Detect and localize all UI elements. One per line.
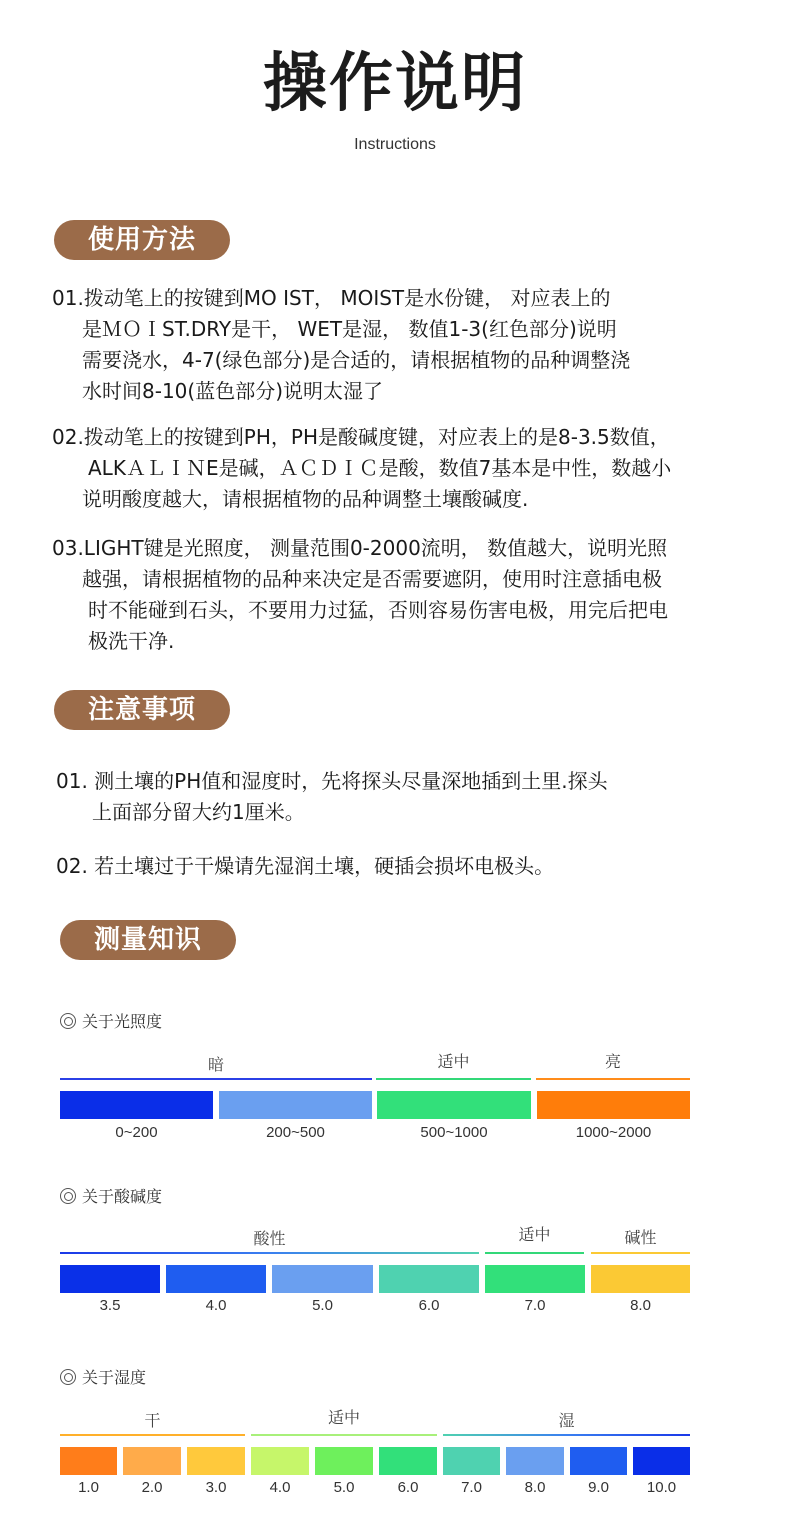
group-label: 适中: [327, 1408, 360, 1427]
section-badge-notes: 注意事项: [54, 690, 230, 730]
tick-label: 2.0: [141, 1479, 163, 1496]
text-line: 01.拨动笔上的按键到MO IST， MOIST是水份键， 对应表上的: [52, 286, 611, 310]
notes-paragraph-2: [56, 851, 554, 882]
color-block: [591, 1265, 690, 1293]
usage-paragraph-2: [52, 422, 671, 515]
section-badge-knowledge: 测量知识: [60, 920, 236, 960]
tick-label: 500~1000: [420, 1124, 488, 1141]
color-block: [379, 1447, 437, 1475]
color-block: [272, 1265, 373, 1293]
group-underline: [251, 1434, 437, 1436]
tick-label: 10.0: [646, 1479, 677, 1496]
tick-label: 8.0: [524, 1479, 546, 1496]
group-underline: [60, 1252, 479, 1254]
tick-label: 3.0: [205, 1479, 227, 1496]
color-block: [377, 1091, 531, 1119]
group-label: 适中: [518, 1225, 551, 1244]
group-underline: [376, 1078, 531, 1080]
legend-title-moisture: [60, 1368, 146, 1388]
color-block: [219, 1091, 372, 1119]
legend-title-text: 关于光照度: [82, 1012, 163, 1031]
tick-label: 7.0: [524, 1297, 546, 1314]
color-block: [443, 1447, 500, 1475]
tick-label: 1000~2000: [575, 1124, 652, 1141]
bullet-ring-icon: [60, 1013, 76, 1029]
usage-paragraph-3: [52, 533, 668, 657]
group-label: 暗: [207, 1055, 224, 1074]
group-underline: [60, 1434, 245, 1436]
tick-label: 4.0: [205, 1297, 227, 1314]
group-underline: [536, 1078, 690, 1080]
text-line: ALKＡＬＩＮE是碱，ＡＣＤＩＣ是酸，数值7基本是中性，数越小: [88, 456, 672, 480]
legend-title-text: 关于酸碱度: [82, 1187, 163, 1206]
tick-label: 9.0: [588, 1479, 609, 1496]
color-block: [506, 1447, 564, 1475]
tick-label: 6.0: [397, 1479, 419, 1496]
color-block: [537, 1091, 690, 1119]
legend-title-text: 关于湿度: [82, 1368, 147, 1387]
color-block: [60, 1447, 117, 1475]
color-block: [123, 1447, 181, 1475]
group-underline: [591, 1252, 690, 1254]
group-label: 酸性: [253, 1229, 286, 1248]
text-line: 时不能碰到石头，不要用力过猛，否则容易伤害电极，用完后把电: [88, 598, 668, 622]
color-block: [60, 1091, 213, 1119]
group-label: 湿: [558, 1411, 575, 1430]
bullet-ring-icon: [60, 1369, 76, 1385]
text-line: 02.拨动笔上的按键到PH，PH是酸碱度键，对应表上的是8-3.5数值，: [52, 425, 670, 449]
legend-title-light: [60, 1012, 162, 1032]
tick-label: 1.0: [78, 1479, 99, 1496]
group-label: 适中: [437, 1052, 470, 1071]
color-block: [166, 1265, 266, 1293]
tick-label: 8.0: [630, 1297, 651, 1314]
text-line: 是ＭＯＩST.DRY是干， WET是湿， 数值1-3(红色部分)说明: [82, 317, 617, 341]
group-underline: [60, 1078, 372, 1080]
text-line: 越强，请根据植物的品种来决定是否需要遮阴，使用时注意插电极: [82, 567, 662, 591]
color-block: [60, 1265, 160, 1293]
text-line: 需要浇水，4-7(绿色部分)是合适的，请根据植物的品种调整浇: [82, 348, 631, 372]
color-block: [187, 1447, 245, 1475]
tick-label: 3.5: [99, 1297, 121, 1314]
text-line: 上面部分留大约1厘米。: [92, 800, 305, 824]
usage-paragraph-1: [52, 283, 630, 407]
group-label: 干: [144, 1411, 161, 1430]
tick-label: 5.0: [312, 1297, 333, 1314]
notes-paragraph-1: [56, 766, 608, 828]
tick-label: 7.0: [461, 1479, 482, 1496]
text-line: 01. 测土壤的PH值和湿度时，先将探头尽量深地插到土里.探头: [56, 769, 608, 793]
text-line: 水时间8-10(蓝色部分)说明太湿了: [82, 379, 383, 403]
text-line: 03.LIGHT键是光照度， 测量范围0-2000流明， 数值越大，说明光照: [52, 536, 668, 560]
page-title: 操作说明: [263, 47, 527, 121]
tick-label: 200~500: [266, 1124, 325, 1141]
legend-title-ph: [60, 1187, 162, 1207]
tick-label: 6.0: [418, 1297, 440, 1314]
color-block: [633, 1447, 690, 1475]
text-line: 极洗干净.: [88, 629, 175, 653]
color-block: [570, 1447, 627, 1475]
group-underline: [485, 1252, 584, 1254]
color-block: [315, 1447, 373, 1475]
text-line: 02. 若土壤过于干燥请先湿润土壤，硬插会损坏电极头。: [56, 854, 555, 878]
tick-label: 5.0: [333, 1479, 355, 1496]
text-line: 说明酸度越大，请根据植物的品种调整土壤酸碱度.: [82, 487, 529, 511]
group-label: 碱性: [624, 1228, 657, 1247]
group-label: 亮: [604, 1052, 621, 1071]
page-subtitle: Instructions: [354, 136, 436, 153]
tick-label: 0~200: [115, 1124, 158, 1141]
color-block: [379, 1265, 479, 1293]
section-badge-usage: 使用方法: [54, 220, 230, 260]
color-block: [251, 1447, 309, 1475]
color-block: [485, 1265, 585, 1293]
tick-label: 4.0: [269, 1479, 291, 1496]
group-underline: [443, 1434, 690, 1436]
bullet-ring-icon: [60, 1188, 76, 1204]
